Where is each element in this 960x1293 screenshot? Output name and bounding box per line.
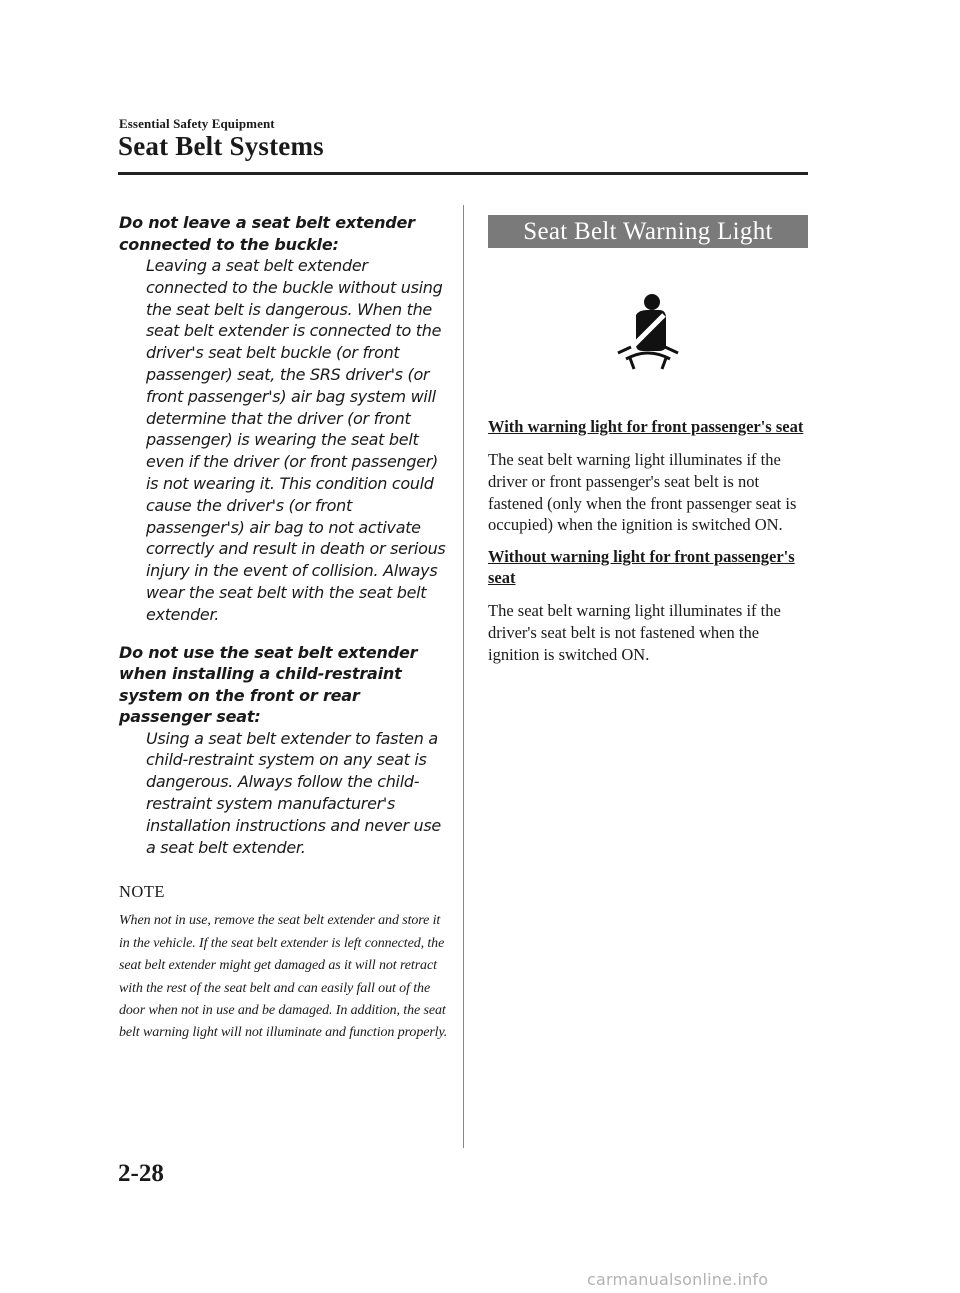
- note-label: NOTE: [119, 882, 165, 902]
- title-rule: [118, 172, 808, 175]
- watermark: carmanualsonline.info: [587, 1270, 769, 1289]
- section-label: Essential Safety Equipment: [119, 116, 275, 131]
- section-banner: Seat Belt Warning Light: [488, 215, 808, 248]
- warning-body: Using a seat belt extender to fasten a child-restraint system on any seat is dangerous. Always follow the child-restraint system manufacturer's installation instructions and never use a seat belt extender.: [146, 728, 441, 857]
- paragraph: The seat belt warning light illuminates if the driver's seat belt is not fastened when the ignition is switched ON.: [488, 601, 781, 664]
- warning-block: [119, 212, 449, 626]
- subheading: With warning light for front passenger's seat: [488, 417, 804, 436]
- page-title: Seat Belt Systems: [118, 131, 324, 161]
- warning-heading: Do not leave a seat belt extender connected to the buckle:: [119, 213, 415, 254]
- paragraph: The seat belt warning light illuminates if the driver or front passenger's seat belt is not fastened (only when the front passenger seat is occupied) when the ignition is switched ON.: [488, 450, 797, 535]
- seat-belt-warning-icon: [613, 293, 683, 373]
- left-column: [119, 212, 449, 1045]
- warning-heading: Do not use the seat belt extender when installing a child-restraint system on the front or rear passenger seat:: [119, 642, 418, 727]
- warning-block: [119, 642, 449, 859]
- subheading: Without warning light for front passenger's seat: [488, 547, 795, 588]
- note-text: When not in use, remove the seat belt extender and store it in the vehicle. If the seat belt extender is left connected, the seat belt extender might get damaged as it will not retract with the rest of the seat belt and can easily fall out of the door when not in use and be damaged. In addition, the seat belt warning light will not illuminate and function properly.: [119, 913, 448, 1041]
- icon-container: [488, 293, 808, 373]
- right-column: [488, 215, 808, 666]
- page-number: 2-28: [118, 1160, 164, 1187]
- warning-body: Leaving a seat belt extender connected to the buckle without using the seat belt is dangerous. When the seat belt extender is connected to the driver's seat belt buckle (or front passenger) seat, the SRS driver's (or front passenger's) air bag system will determine that the driver (or front passenger) is wearing the seat belt even if the driver (or front passenger) is not wearing it. This condition could cause the driver's (or front passenger's) air bag to not activate correctly and result in death or serious injury in the event of collision. Always wear the seat belt with the seat belt extender.: [146, 256, 446, 624]
- column-divider: [463, 205, 464, 1148]
